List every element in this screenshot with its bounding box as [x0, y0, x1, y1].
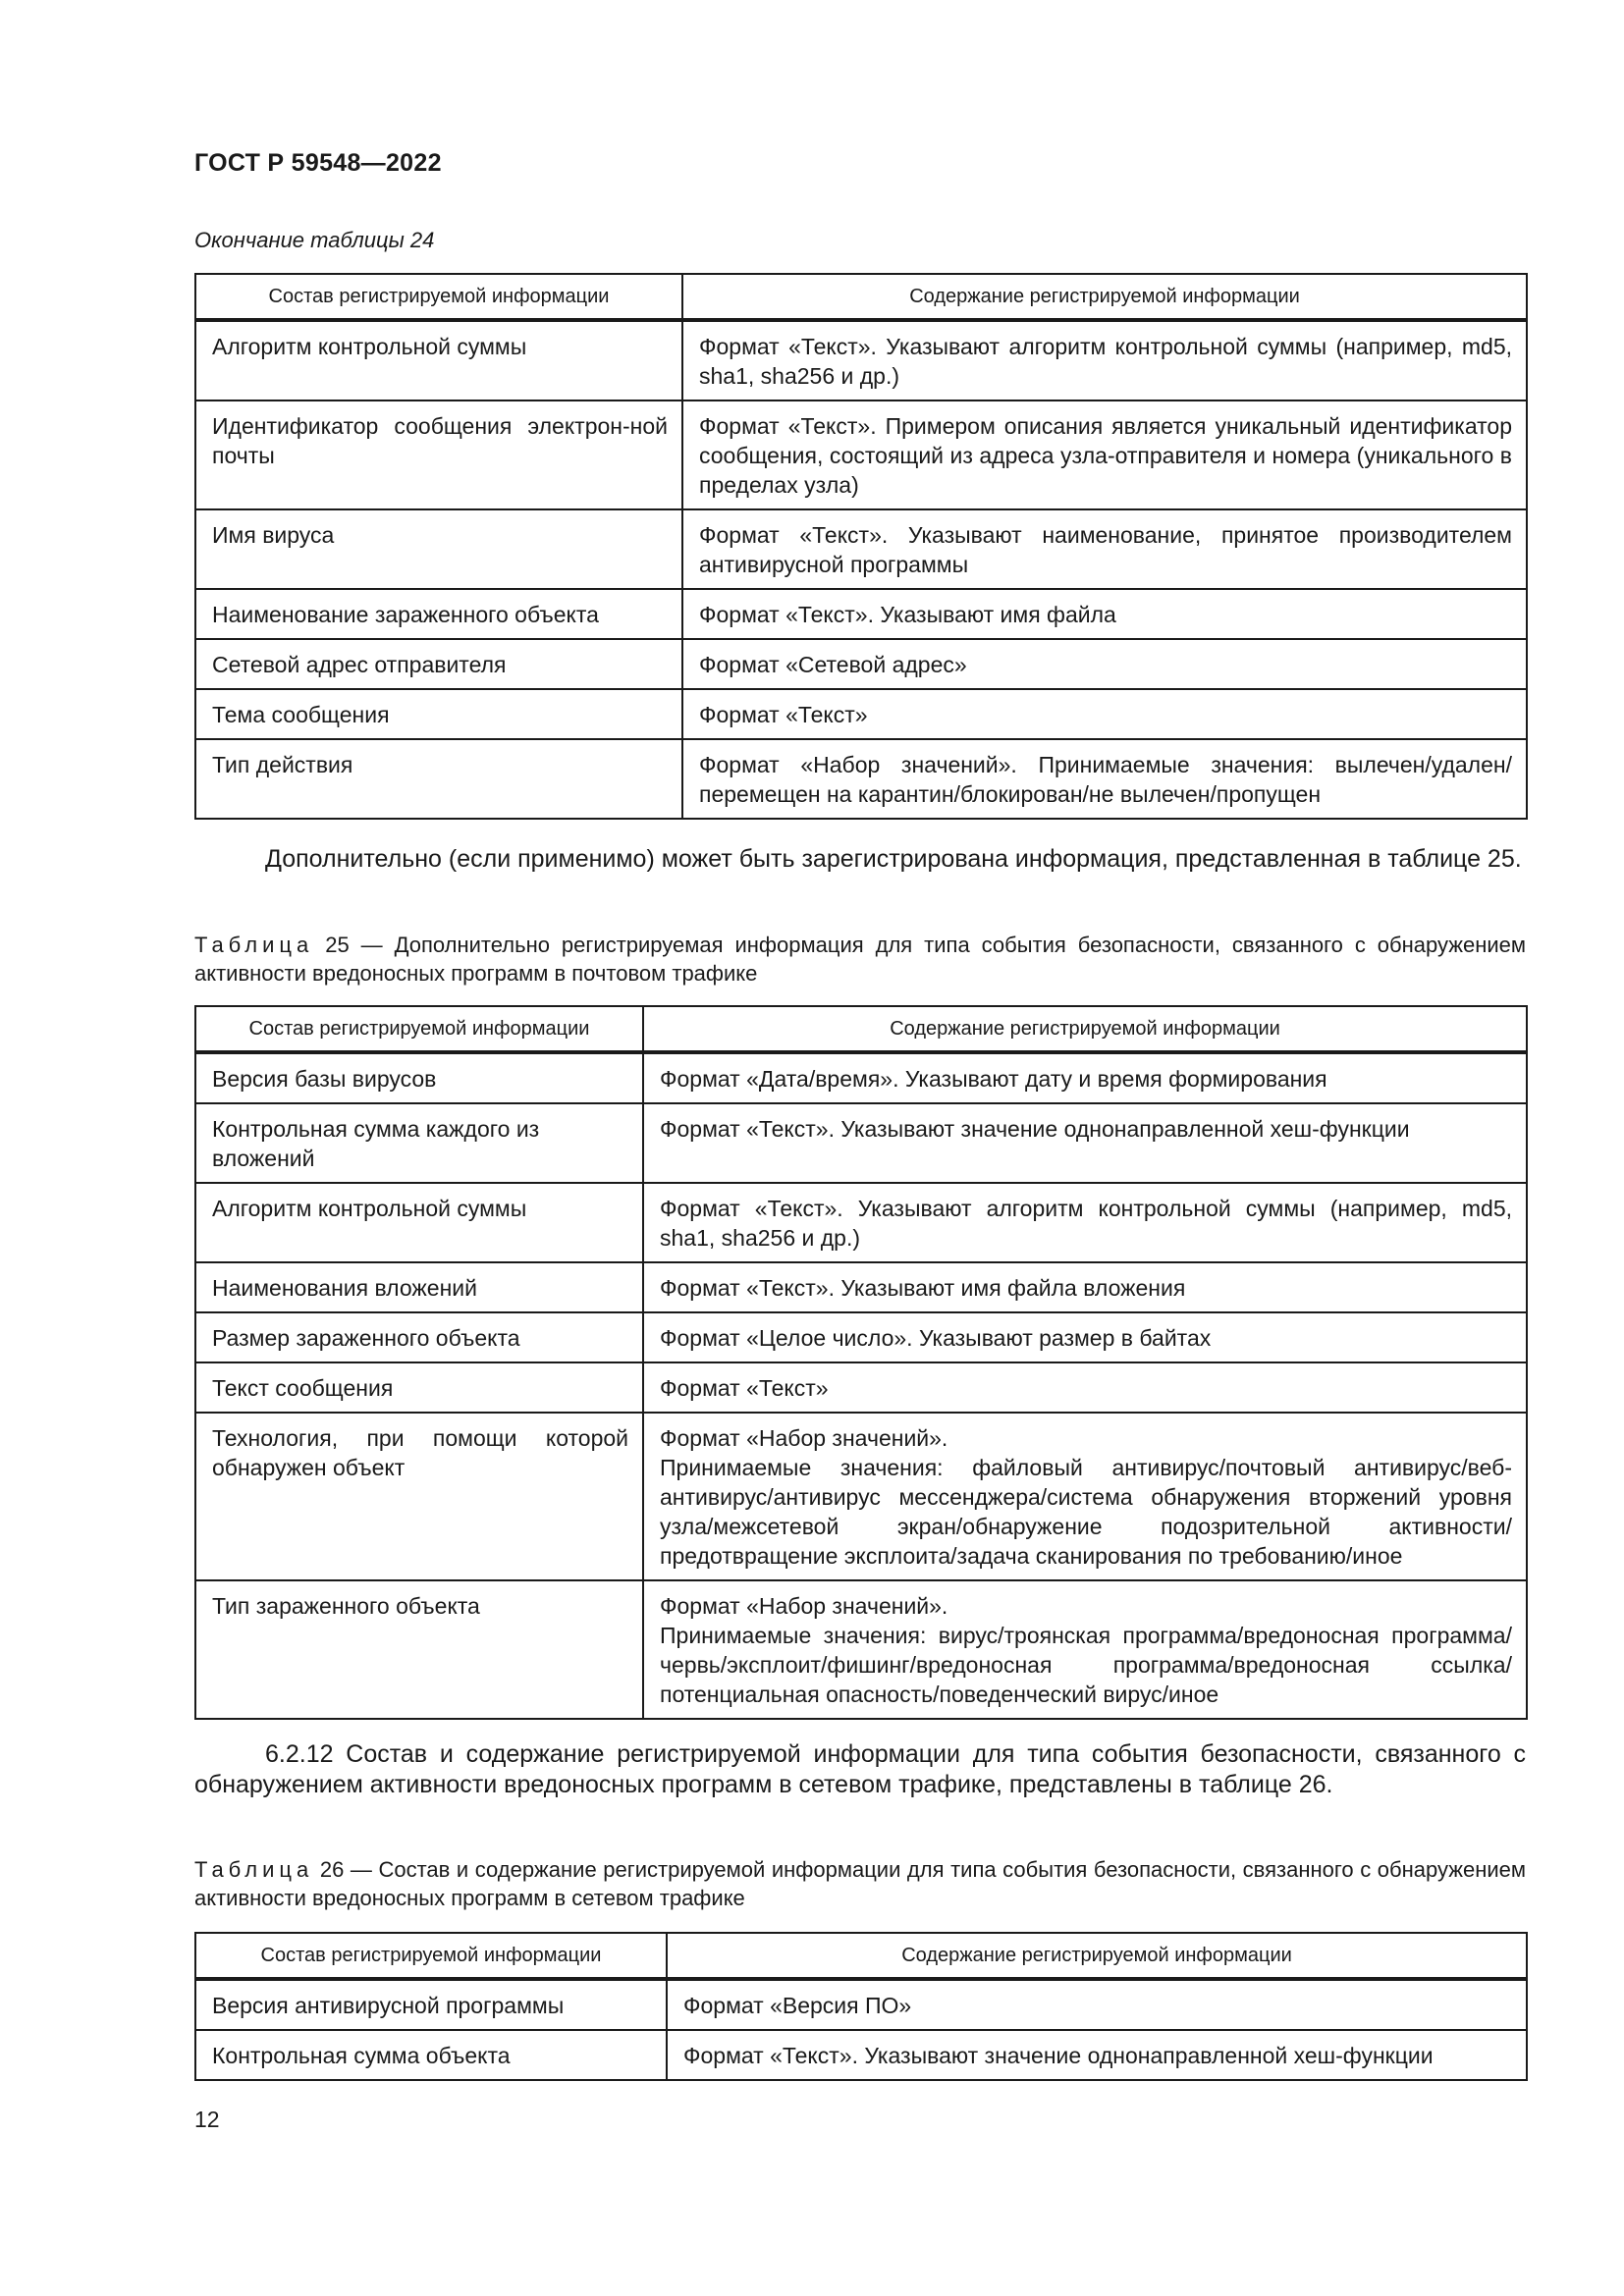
row-name: Имя вируса [195, 509, 682, 589]
table-row [195, 1312, 1527, 1362]
row-description: Формат «Текст». Указывают значение однонаправленной хеш-функции [667, 2030, 1527, 2080]
table-26-caption-text: 26 — Состав и содержание регистрируемой информации для типа события безопасности, связанного с обнаружением активности вредоносных программ в сетевом трафике [194, 1857, 1526, 1910]
row-name: Версия антивирусной программы [195, 1979, 667, 2030]
paragraph-section-6-2-12: 6.2.12 Состав и содержание регистрируемой информации для типа события безопасности, связанного с обнаружением активности вредоносных программ в сетевом трафике, представлены в таблице 26. [194, 1740, 1526, 1798]
row-name: Алгоритм контрольной суммы [195, 320, 682, 400]
table-25-caption-text: 25 — Дополнительно регистрируемая информация для типа события безопасности, связанного с обнаружением активности вредоносных программ в почтовом трафике [194, 933, 1526, 986]
row-description: Формат «Текст». Указывают имя файла вложения [643, 1262, 1527, 1312]
row-description: Формат «Текст» [682, 689, 1527, 739]
row-description: Формат «Текст». Указывают имя файла [682, 589, 1527, 639]
table-row [195, 509, 1527, 589]
table-row [195, 1103, 1527, 1183]
row-name: Тип зараженного объекта [195, 1580, 643, 1719]
row-description: Формат «Набор значений». Принимаемые значения: вылечен/удален/перемещен на карантин/блокирован/не вылечен/пропущен [682, 739, 1527, 819]
row-description [643, 1413, 1527, 1580]
row-description-format: Формат «Набор значений». [660, 1593, 948, 1619]
table-row [195, 1413, 1527, 1580]
row-description: Формат «Текст». Указывают алгоритм контрольной суммы (например, md5, sha1, sha256 и др.) [682, 320, 1527, 400]
table-25-caption [194, 931, 1526, 988]
row-description: Формат «Текст» [643, 1362, 1527, 1413]
column-header-composition: Состав регистрируемой информации [195, 1006, 643, 1052]
row-description: Формат «Сетевой адрес» [682, 639, 1527, 689]
table-26-caption-word: Таблица [194, 1857, 314, 1882]
row-description: Формат «Текст». Указывают наименование, принятое производителем антивирусной программы [682, 509, 1527, 589]
table-26-caption [194, 1855, 1526, 1912]
row-name: Тема сообщения [195, 689, 682, 739]
row-name: Размер зараженного объекта [195, 1312, 643, 1362]
row-description-values: Принимаемые значения: файловый антивирус/почтовый антивирус/веб-антивирус/антивирус мессенджера/система обнаружения вторжений уровня узла/межсетевой экран/обнаружение подозрительной активности/предотвращение эксплоита/задача сканирования по требованию/иное [660, 1455, 1512, 1569]
table-row [195, 1979, 1527, 2030]
table-26 [194, 1932, 1528, 2081]
column-header-content: Содержание регистрируемой информации [643, 1006, 1527, 1052]
table-row [195, 1052, 1527, 1103]
row-description [643, 1580, 1527, 1719]
row-name: Контрольная сумма каждого из вложений [195, 1103, 643, 1183]
row-description: Формат «Текст». Примером описания является уникальный идентификатор сообщения, состоящий из адреса узла-отправителя и номера (уникального в пределах узла) [682, 400, 1527, 509]
document-header: ГОСТ Р 59548—2022 [194, 149, 442, 177]
column-header-content: Содержание регистрируемой информации [682, 274, 1527, 320]
row-description: Формат «Целое число». Указывают размер в байтах [643, 1312, 1527, 1362]
column-header-content: Содержание регистрируемой информации [667, 1933, 1527, 1979]
table-24 [194, 273, 1528, 820]
table-row [195, 1183, 1527, 1262]
row-name: Контрольная сумма объекта [195, 2030, 667, 2080]
row-description: Формат «Текст». Указывают значение однонаправленной хеш-функции [643, 1103, 1527, 1183]
table-row [195, 639, 1527, 689]
table-row [195, 400, 1527, 509]
row-name: Версия базы вирусов [195, 1052, 643, 1103]
table-row [195, 1262, 1527, 1312]
table-24-continuation-caption: Окончание таблицы 24 [194, 228, 435, 252]
row-description: Формат «Текст». Указывают алгоритм контрольной суммы (например, md5, sha1, sha256 и др.) [643, 1183, 1527, 1262]
table-row [195, 1362, 1527, 1413]
row-description: Формат «Версия ПО» [667, 1979, 1527, 2030]
table-row [195, 589, 1527, 639]
row-name: Тип действия [195, 739, 682, 819]
row-name: Текст сообщения [195, 1362, 643, 1413]
row-name: Идентификатор сообщения электрон-ной почты [195, 400, 682, 509]
page-number: 12 [194, 2107, 220, 2132]
table-header-row [195, 1006, 1527, 1052]
row-name: Наименования вложений [195, 1262, 643, 1312]
row-name: Технология, при помощи которой обнаружен объект [195, 1413, 643, 1580]
row-name: Сетевой адрес отправителя [195, 639, 682, 689]
table-header-row [195, 274, 1527, 320]
column-header-composition: Состав регистрируемой информации [195, 1933, 667, 1979]
table-25 [194, 1005, 1528, 1720]
table-row [195, 1580, 1527, 1719]
row-name: Наименование зараженного объекта [195, 589, 682, 639]
column-header-composition: Состав регистрируемой информации [195, 274, 682, 320]
row-description-values: Принимаемые значения: вирус/троянская программа/вредоносная программа/червь/эксплоит/фишинг/вредоносная программа/вредоносная ссылка/потенциальная опасность/поведенческий вирус/иное [660, 1623, 1512, 1707]
table-row [195, 2030, 1527, 2080]
row-name: Алгоритм контрольной суммы [195, 1183, 643, 1262]
table-row [195, 320, 1527, 400]
row-description-format: Формат «Набор значений». [660, 1425, 948, 1451]
paragraph-additional-info: Дополнительно (если применимо) может быть зарегистрирована информация, представленная в таблице 25. [265, 845, 1522, 873]
table-row [195, 739, 1527, 819]
table-header-row [195, 1933, 1527, 1979]
row-description: Формат «Дата/время». Указывают дату и время формирования [643, 1052, 1527, 1103]
table-25-caption-word: Таблица [194, 933, 314, 957]
table-row [195, 689, 1527, 739]
